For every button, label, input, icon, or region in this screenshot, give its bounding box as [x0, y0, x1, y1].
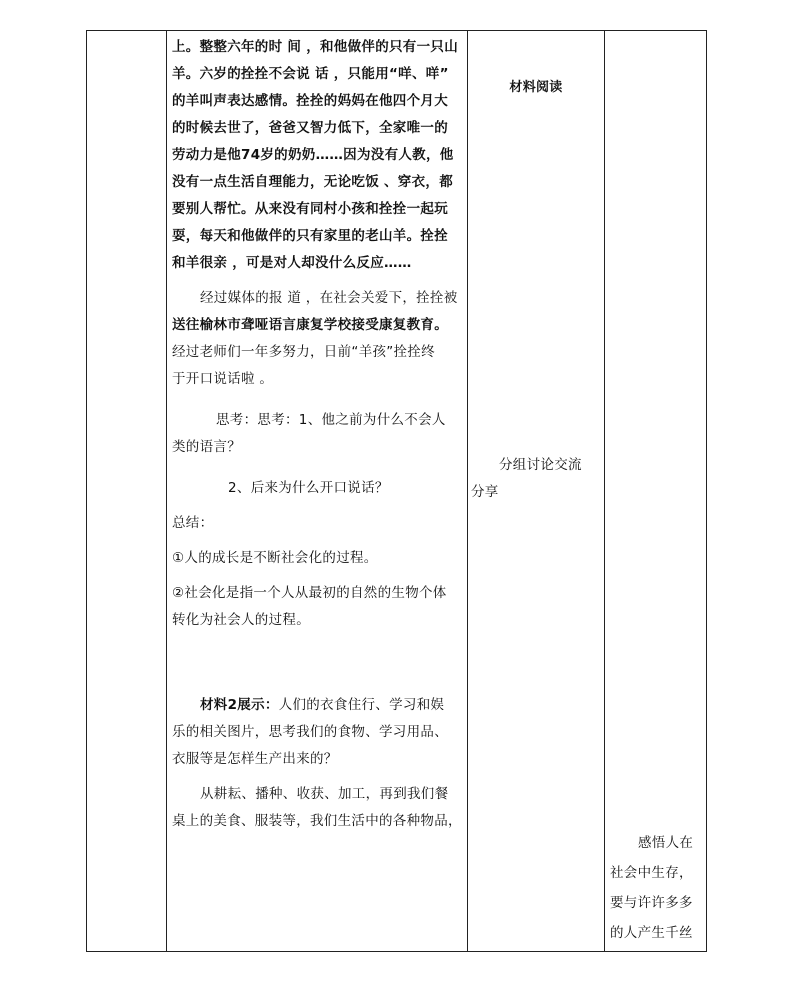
teaching-content-cell: [172, 34, 462, 835]
story-line: 没有一点生活自理能力，无论吃饭 、穿衣，都: [172, 174, 453, 190]
outcome-paragraph: [172, 285, 462, 393]
table-border-left: [86, 30, 87, 952]
story-line: 的时候去世了，爸爸又智力低下，全家唯一的: [172, 120, 448, 136]
material-2-line: 衣服等是怎样生产出来的？: [172, 751, 338, 767]
production-line: 从耕耘、播种、收获、加工，再到我们餐: [200, 786, 449, 802]
summary-line: ②社会化是指一个人从最初的自然的生物个体: [172, 585, 447, 601]
story-line: 羊。六岁的拴拴不会说 话 ，只能用“咩、咩”: [172, 66, 449, 82]
story-paragraph: [172, 34, 462, 277]
outcome-line: 送往榆林市聋哑语言康复学校接受康复教育。: [172, 317, 448, 333]
summary-point-1: ①人的成长是不断社会化的过程。: [172, 550, 378, 566]
table-border-bottom: [86, 951, 707, 952]
design-intent-cell: [610, 828, 704, 948]
table-divider-1: [166, 30, 167, 952]
story-line: 上。整整六年的时 间 ，和他做伴的只有一只山: [172, 39, 458, 55]
group-discussion-line: 分组讨论交流: [499, 457, 582, 473]
material-2-text: 人们的衣食住行、学习和娱: [278, 697, 445, 713]
material-2: [172, 692, 462, 773]
question-1: [172, 407, 462, 461]
question-line: 思考：思考：1、他之前为什么不会人: [216, 412, 446, 428]
story-line: 劳动力是他74岁的奶奶……因为没有人教，他: [172, 147, 454, 163]
outcome-line: 经过老师们一年多努力，日前“羊孩”拴拴终: [172, 344, 435, 360]
summary-line: 转化为社会人的过程。: [172, 612, 310, 628]
intent-line: 的人产生千丝: [610, 925, 693, 941]
intent-line: 社会中生存，: [610, 865, 693, 881]
question-2: 2、后来为什么开口说话？: [228, 480, 389, 496]
outcome-line: 于开口说话啦 。: [172, 371, 274, 387]
group-discussion-line: 分享: [471, 484, 499, 500]
student-activity-cell: [471, 74, 601, 101]
table-divider-3: [604, 30, 605, 952]
story-line: 的羊叫声表达感情。拴拴的妈妈在他四个月大: [172, 93, 448, 109]
material-2-line: [172, 692, 462, 719]
story-line: 要别人帮忙。从来没有同村小孩和拴拴一起玩: [172, 201, 448, 217]
table-divider-2: [467, 30, 468, 952]
production-paragraph: [172, 781, 462, 835]
production-line: 桌上的美食、服装等，我们生活中的各种物品，: [172, 813, 462, 829]
story-line: 耍，每天和他做伴的只有家里的老山羊。拴拴: [172, 228, 448, 244]
intent-line: 要与许许多多: [610, 895, 693, 911]
story-line: 和羊很亲 ，可是对人却没什么反应……: [172, 255, 412, 271]
material-reading-label: 材料阅读: [509, 80, 563, 95]
table-border-top: [86, 30, 707, 31]
summary-point-2: [172, 580, 462, 634]
summary-label: 总结：: [172, 515, 214, 531]
outcome-line: 经过媒体的报 道 ，在社会关爱下，拴拴被: [200, 290, 458, 306]
group-discussion: [471, 452, 601, 506]
material-2-line: 乐的相关图片，思考我们的食物、学习用品、: [172, 724, 448, 740]
intent-line: 感悟人在: [638, 835, 694, 851]
table-border-right: [706, 30, 707, 952]
question-line: 类的语言？: [172, 439, 241, 455]
material-2-label: 材料2展示：: [200, 697, 279, 713]
